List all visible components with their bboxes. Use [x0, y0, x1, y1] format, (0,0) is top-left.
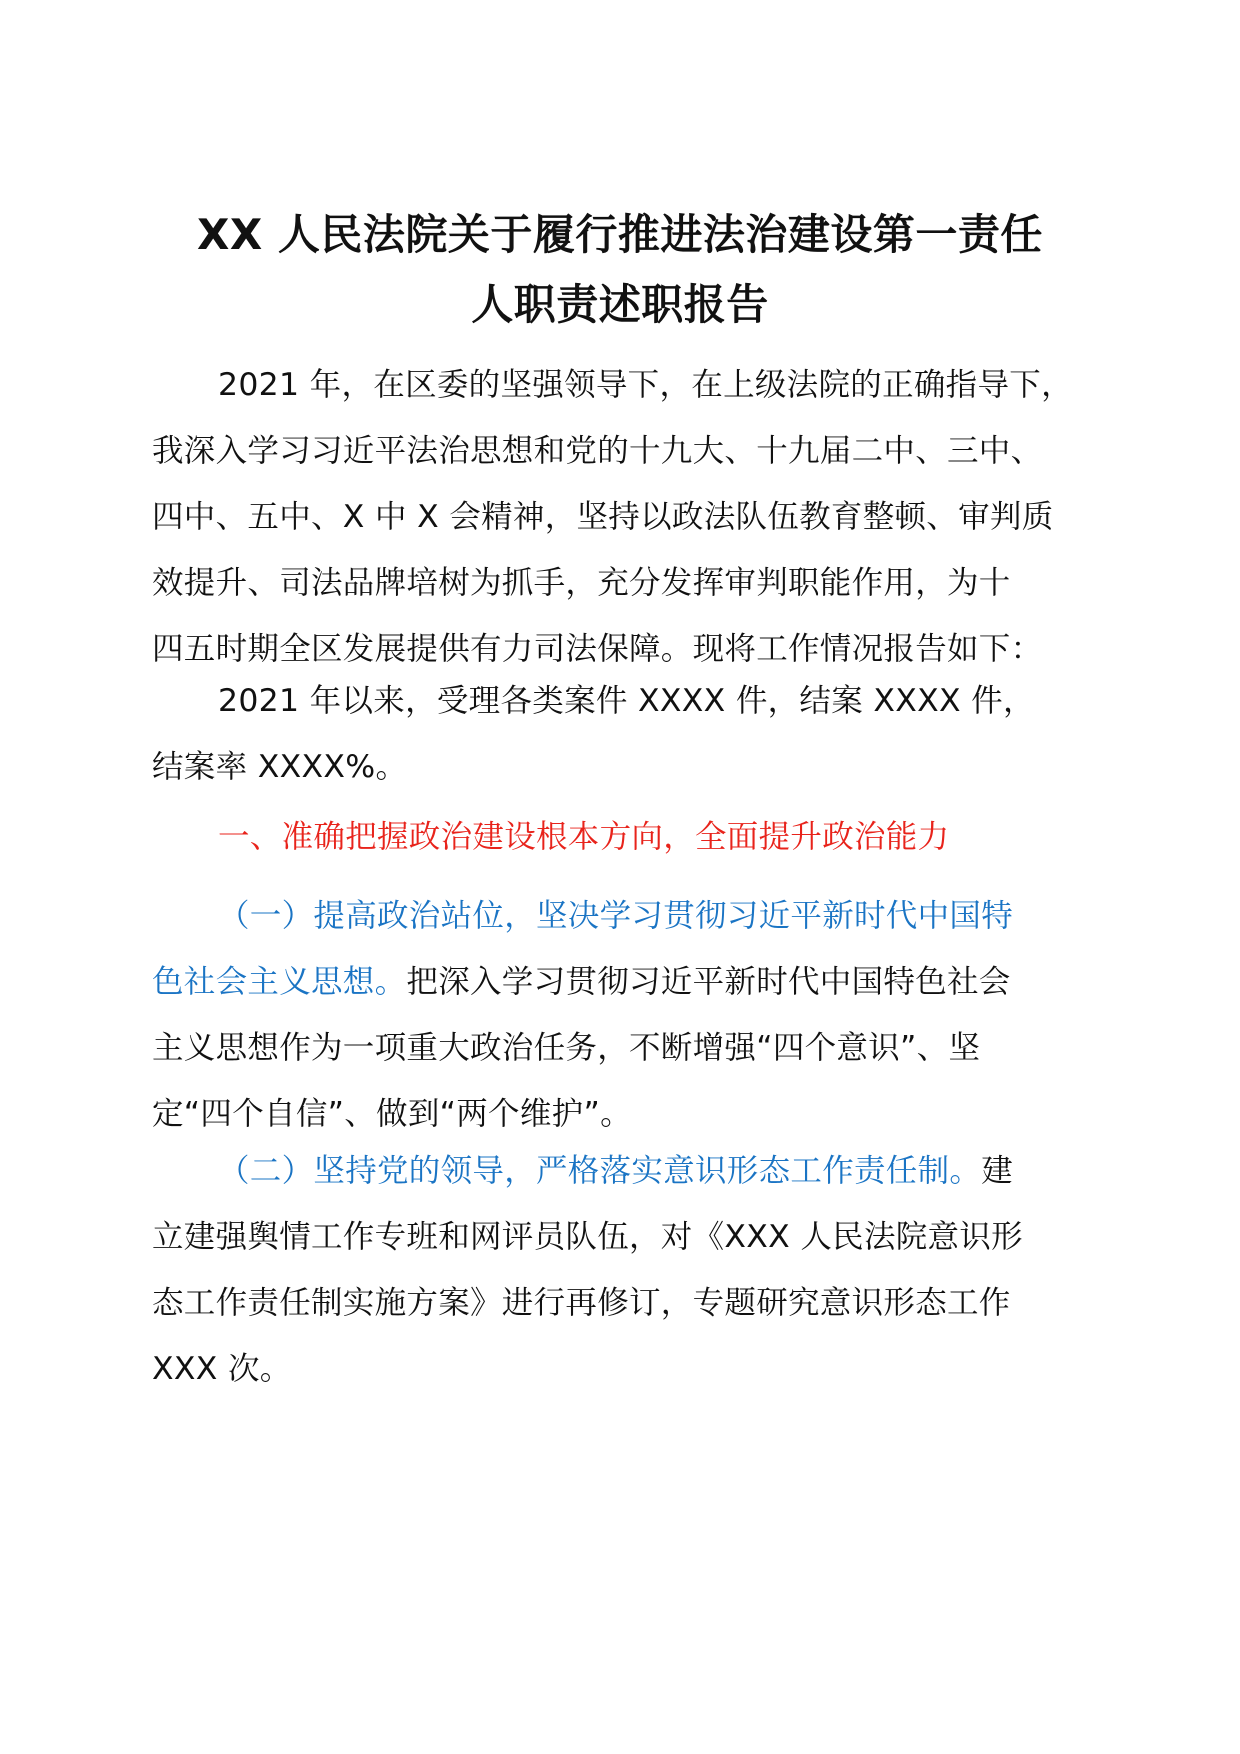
item-1-body-part-1: 把深入学习贯彻习近平新时代中国特色社会	[406, 964, 1011, 1000]
document-title-line-2: 人职责述职报告	[471, 280, 769, 329]
item-2-heading: （二）坚持党的领导，严格落实意识形态工作责任制。	[218, 1153, 982, 1189]
intro-line: 我深入学习习近平法治思想和党的十九大、十九届二中、三中、	[152, 433, 1043, 469]
intro-line: 四五时期全区发展提供有力司法保障。现将工作情况报告如下：	[152, 631, 1043, 667]
item-2-body-line: 态工作责任制实施方案》进行再修订，专题研究意识形态工作	[152, 1285, 1011, 1321]
document-title-line-1: XX 人民法院关于履行推进法治建设第一责任	[197, 210, 1043, 259]
item-2-paragraph	[152, 1138, 1102, 1402]
intro-line: 效提升、司法品牌培树为抓手，充分发挥审判职能作用，为十	[152, 565, 1011, 601]
item-1-heading-part-1: （一）提高政治站位，坚决学习贯彻习近平新时代中国特	[218, 898, 1014, 934]
intro-paragraph	[152, 352, 1102, 682]
stats-paragraph	[152, 668, 1102, 800]
item-2-body-part-1: 建	[981, 1153, 1014, 1189]
item-2-body-line: XXX 次。	[152, 1351, 292, 1387]
item-2-body-line: 立建强舆情工作专班和网评员队伍，对《XXX 人民法院意识形	[152, 1219, 1023, 1255]
stats-line: 2021 年以来，受理各类案件 XXXX 件，结案 XXXX 件，	[218, 683, 1035, 719]
stats-line: 结案率 XXXX%。	[152, 749, 408, 785]
item-1-body-line: 定“四个自信”、做到“两个维护”。	[152, 1096, 632, 1132]
item-1-body-line: 主义思想作为一项重大政治任务，不断增强“四个意识”、坚	[152, 1030, 981, 1066]
section-heading	[152, 804, 1102, 870]
intro-line: 四中、五中、X 中 X 会精神，坚持以政法队伍教育整顿、审判质	[152, 499, 1054, 535]
item-1-paragraph	[152, 883, 1102, 1147]
intro-line: 2021 年，在区委的坚强领导下，在上级法院的正确指导下，	[218, 367, 1073, 403]
section-1-heading: 一、准确把握政治建设根本方向，全面提升政治能力	[218, 819, 950, 855]
item-1-heading-part-2: 色社会主义思想。	[152, 964, 407, 1000]
